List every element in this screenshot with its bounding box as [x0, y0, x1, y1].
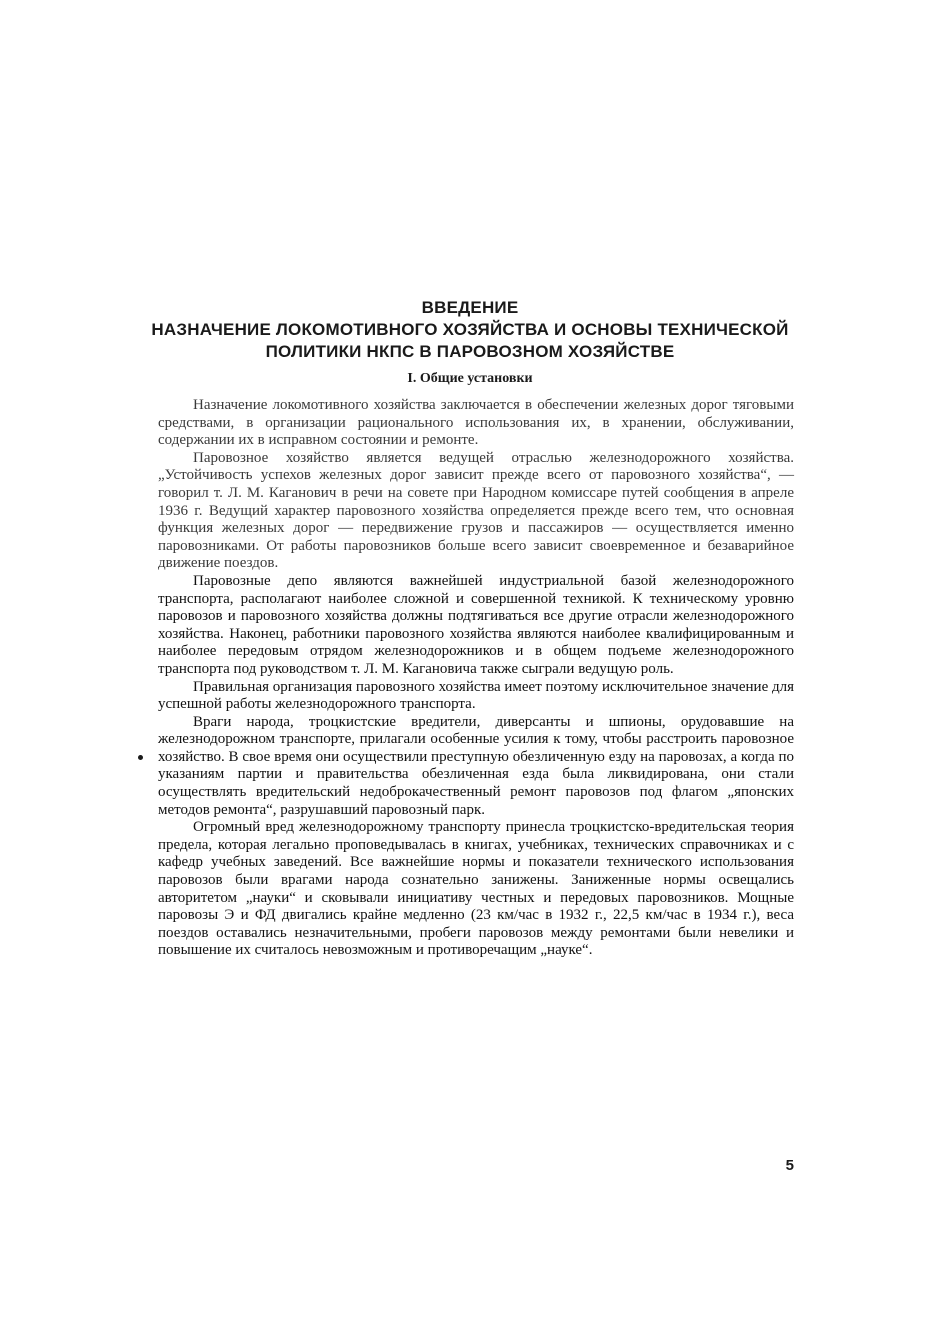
heading-block [120, 297, 820, 389]
chapter-heading: ВВЕДЕНИЕ [421, 298, 519, 317]
margin-dot-mark [138, 755, 143, 760]
chapter-title-line-1: НАЗНАЧЕНИЕ ЛОКОМОТИВНОГО ХОЗЯЙСТВА И ОСНОВЫ ТЕХНИЧЕСКОЙ [151, 320, 789, 339]
body-text [158, 397, 794, 960]
section-heading: I. Общие установки [407, 371, 533, 386]
chapter-title-line-2: ПОЛИТИКИ НКПС В ПАРОВОЗНОМ ХОЗЯЙСТВЕ [265, 342, 675, 361]
paragraph-6: Огромный вред железнодорожному транспорту принесла троцкистско-вредительская теория предела, которая легально проповедывалась в книгах, учебниках, технических справочниках и с кафедр учебных заведений. Все важнейшие нормы и показатели технического использования паровозов были врагами народа сознательно занижены. Заниженные нормы освещались авторитетом „науки“ и сковывали инициативу честных и передовых паровозников. Мощные паровозы Э и ФД двигались крайне медленно (23 км/час в 1932 г., 22,5 км/час в 1934 г.), веса поездов оставались незначительными, пробеги паровозов между ремонтами были невелики и повышение их считалось невозможным и противоречащим „науке“. [158, 819, 794, 959]
paragraph-4: Правильная организация паровозного хозяйства имеет поэтому исключительное значение для успешной работы железнодорожного транспорта. [158, 678, 794, 713]
paragraph-3: Паровозные депо являются важнейшей индустриальной базой железнодорожного транспорта, располагают наиболее сложной и совершенной техникой. К техническому уровню паровозов и паровозного хозяйства должны подтягиваться все другие отрасли железнодорожного хозяйства. Наконец, работники паровозного хозяйства являются наиболее квалифицированным и наиболее передовым отрядом железнодорожников и в общем подъеме железнодорожного транспорта под руководством т. Л. М. Кагановича также сыграли ведущую роль. [158, 572, 794, 677]
page-number: 5 [785, 1157, 794, 1174]
paragraph-5: Враги народа, троцкистские вредители, диверсанты и шпионы, орудовавшие на железнодорожном транспорте, прилагали особенные усилия к тому, чтобы расстроить паровозное хозяйство. В свое время они осуществили преступную обезличенную езду на паровозах, а когда по указаниям партии и правительства обезличенная езда была ликвидирована, они стали осуществлять вредительский недоброкачественный ремонт паровозов под флагом „японских методов ремонта“, разрушавший паровозный парк. [158, 713, 794, 818]
paragraph-1: Назначение локомотивного хозяйства заключается в обеспечении железных дорог тяговыми средствами, в организации рационального использования их, в хранении, обслуживании, содержании их в исправном состоянии и ремонте. [158, 397, 794, 449]
paragraph-2: Паровозное хозяйство является ведущей отраслью железнодорожного хозяйства. „Устойчивость успехов железных дорог зависит прежде всего от паровозного хозяйства“, — говорил т. Л. М. Каганович в речи на совете при Народном комиссаре путей сообщения в апреле 1936 г. Ведущий характер паровозного хозяйства определяется прежде всего тем, что основная функция железных дорог — передвижение грузов и пассажиров — осуществляется именно паровозниками. От работы паровозников больше всего зависит своевременное и безаварийное движение поездов. [158, 449, 794, 572]
